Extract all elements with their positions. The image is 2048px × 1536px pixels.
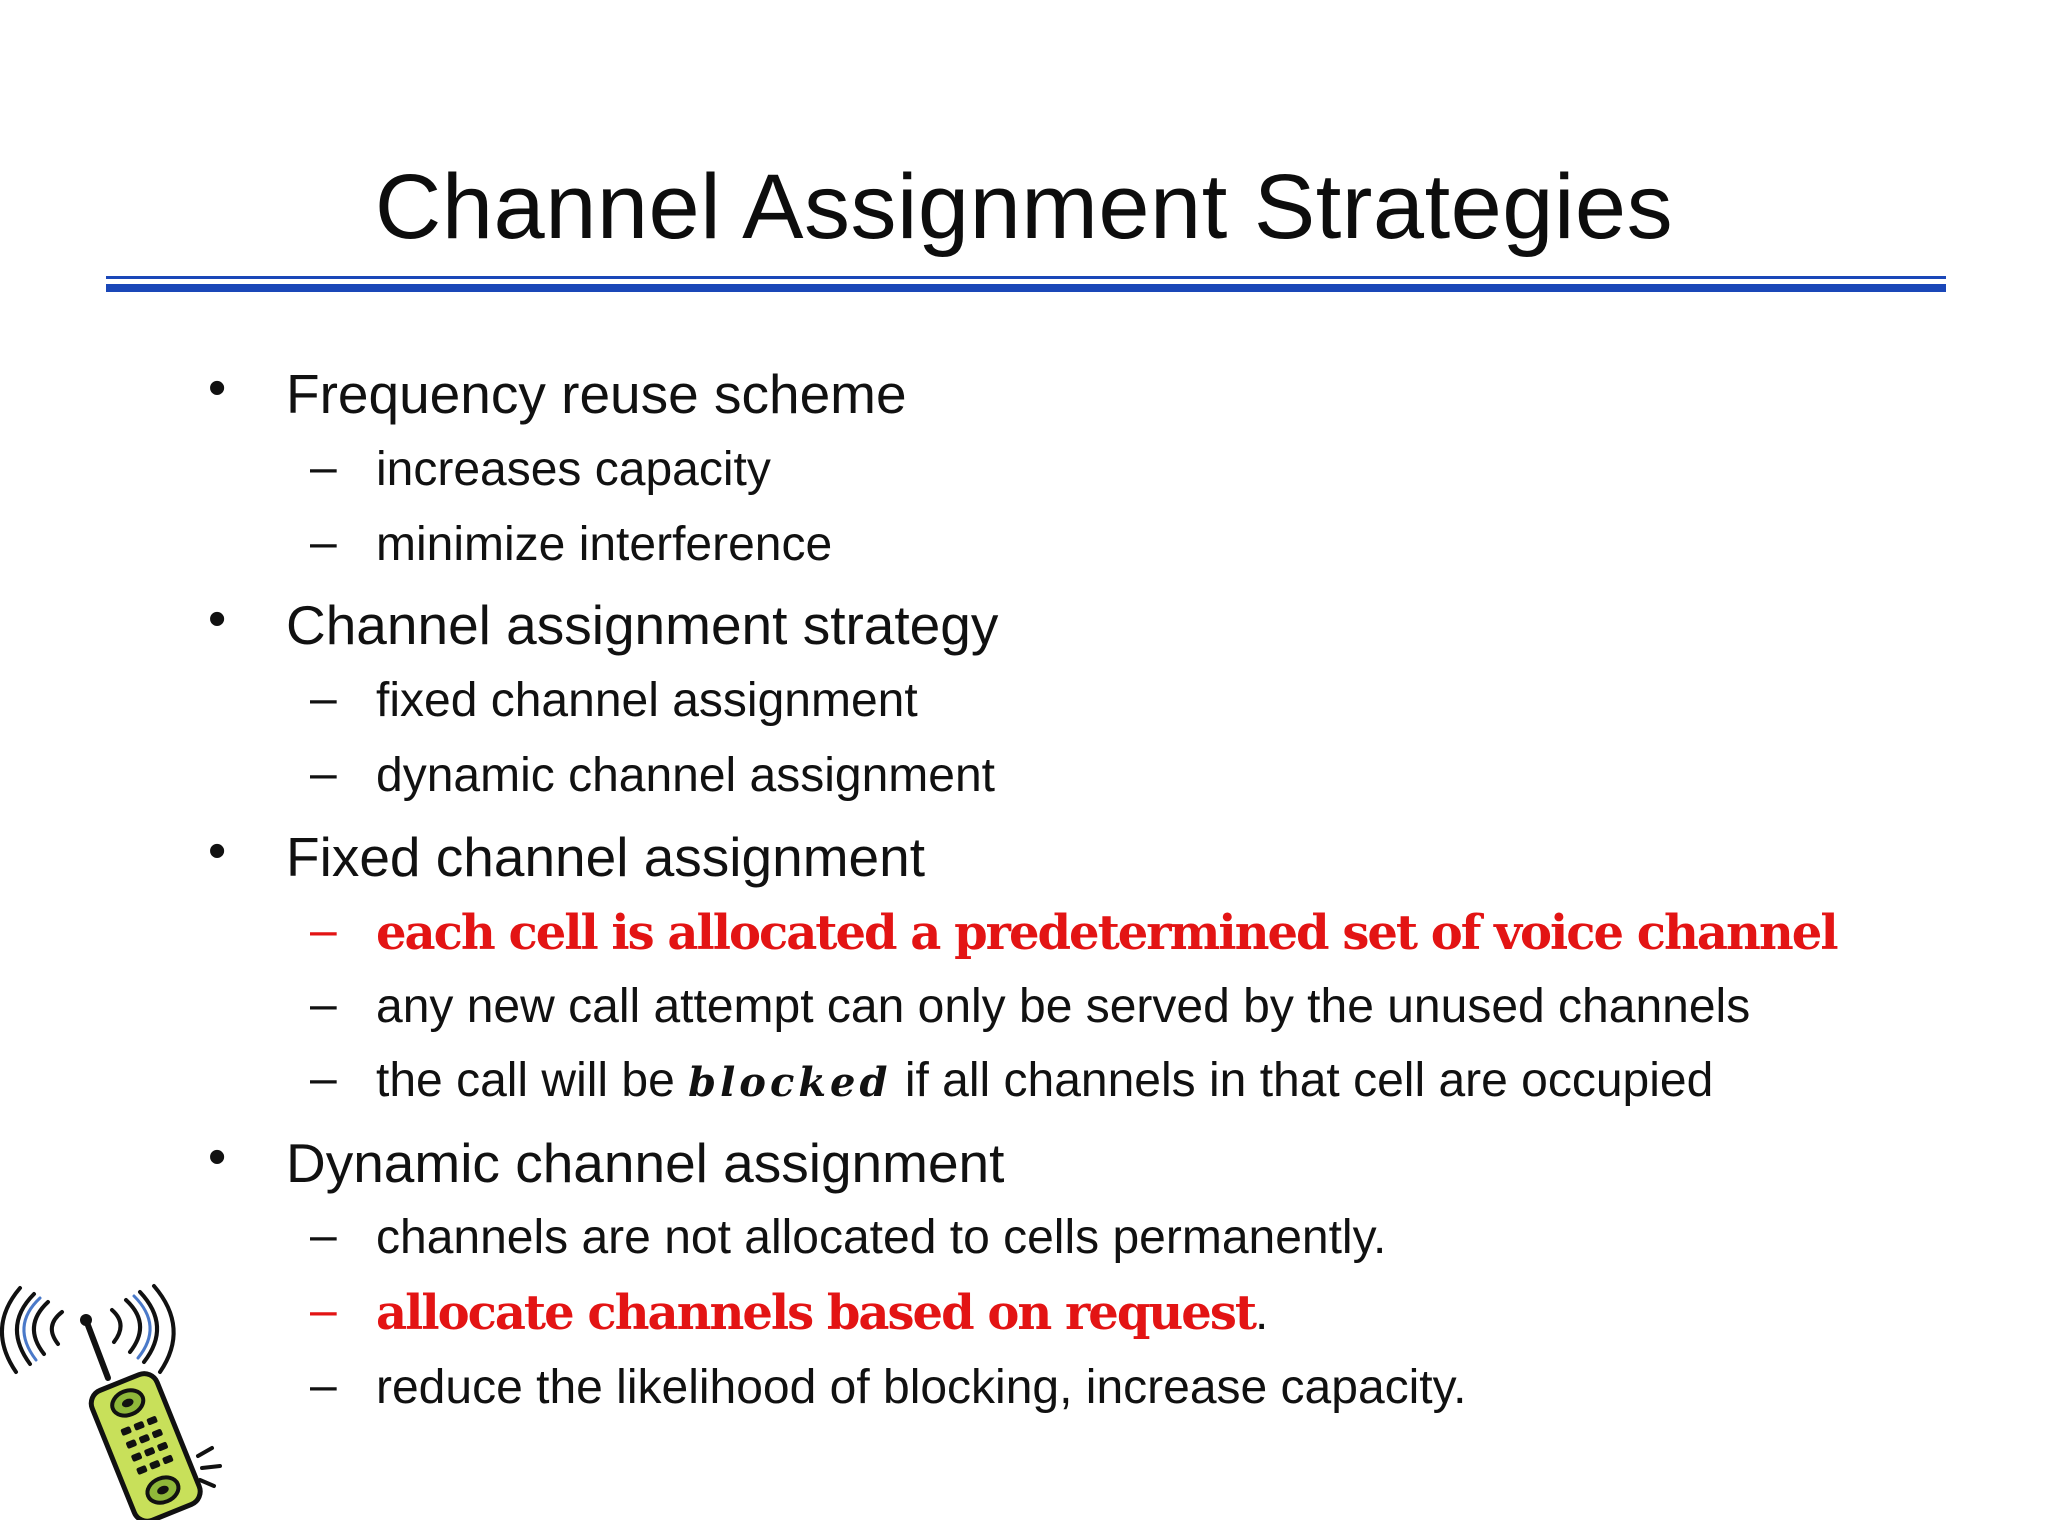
slide-title: Channel Assignment Strategies	[374, 156, 1674, 258]
sub-item-text-post: if all channels in that cell are occupied	[891, 1054, 1714, 1107]
sub-item-text: reduce the likelihood of blocking, increase capacity.	[376, 1361, 1467, 1414]
bullet-marker: •	[208, 1128, 227, 1186]
bullet-marker: •	[208, 590, 227, 648]
dash-marker: –	[310, 978, 337, 1031]
sub-item-text: fixed channel assignment	[376, 674, 918, 727]
emphasized-phrase: allocate channels based on request	[376, 1285, 1256, 1341]
cordless-phone-icon	[0, 1280, 230, 1520]
bullet-text: Channel assignment strategy	[286, 594, 999, 656]
sub-item-text: each cell is allocated a predetermined set of voice channel	[376, 905, 1837, 961]
sub-item-text: increases capacity	[376, 443, 771, 496]
sub-item-text: dynamic channel assignment	[376, 749, 996, 802]
sub-item-text-post: .	[1255, 1287, 1269, 1340]
dash-marker: –	[310, 747, 337, 800]
dash-marker: –	[310, 441, 337, 494]
bullet-text: Fixed channel assignment	[286, 826, 925, 888]
sub-item-text	[376, 1053, 1713, 1111]
sub-item-text-pre: the call will be	[376, 1054, 689, 1107]
dash-marker: –	[310, 1359, 337, 1412]
dash-marker: –	[310, 672, 337, 725]
emphasized-word: blocked	[688, 1059, 892, 1106]
sub-item-text: channels are not allocated to cells permanently.	[376, 1211, 1387, 1264]
dash-marker: –	[310, 516, 337, 569]
dash-marker: –	[310, 1209, 337, 1262]
dash-marker: –	[310, 1284, 337, 1337]
bullet-marker: •	[208, 822, 227, 880]
dash-marker: –	[310, 904, 337, 957]
bullet-text: Dynamic channel assignment	[286, 1132, 1005, 1194]
sub-item-text: any new call attempt can only be served by the unused channels	[376, 980, 1751, 1033]
dash-marker: –	[310, 1052, 337, 1105]
sub-item-text	[376, 1285, 1268, 1342]
sub-item-text: minimize interference	[376, 518, 833, 571]
bullet-marker: •	[208, 359, 227, 417]
bullet-text: Frequency reuse scheme	[286, 363, 907, 425]
